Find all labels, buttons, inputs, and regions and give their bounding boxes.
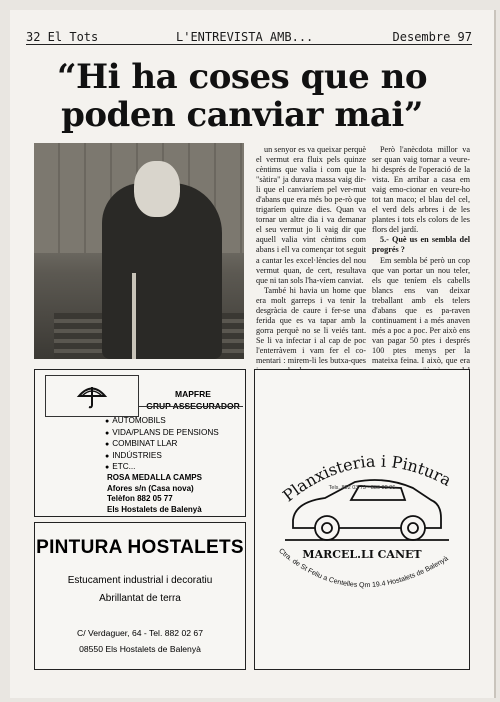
pintura-town: 08550 Els Hostalets de Balenyà xyxy=(79,644,201,654)
pintura-service-2: Abrillantat de terra xyxy=(99,593,181,604)
pintura-hostalets-ad xyxy=(34,522,246,670)
paragraph: També hi havia un home que era molt garreps i va tenir la desgràcia de caure i fer-se una ferida que es va tapar amb la gorra perquè no se li veiés tant. Se li va infectar i al cap de poc l'enterràvem i vam fer el co-mentari : mirem-li les butxa-ques xyxy=(256,285,366,365)
question: 5.- Què us en sembla del progrés ? xyxy=(372,235,470,255)
mapfre-sub: GRUP ASSEGURADOR xyxy=(146,401,240,411)
section-title: L'ENTREVISTA AMB... xyxy=(176,30,314,44)
photo-head xyxy=(134,161,180,217)
list-item: ● COMBINAT LLAR xyxy=(105,439,219,451)
pintura-address: C/ Verdaguer, 64 - Tel. 882 02 67 xyxy=(77,628,203,638)
headline-line-1: “Hi ha coses que no xyxy=(56,57,427,97)
agent-town: Els Hostalets de Balenyà xyxy=(107,504,202,514)
list-item: ● INDÚSTRIES xyxy=(105,451,219,463)
agent-phone: Telèfon 882 05 77 xyxy=(107,494,173,503)
list-item: ● AUTOMOBILS xyxy=(105,416,219,428)
page-header xyxy=(26,28,472,45)
divider xyxy=(139,406,243,407)
mapfre-services xyxy=(105,416,219,474)
planxisteria-ad xyxy=(254,369,470,670)
pintura-title: PINTURA HOSTALETS xyxy=(36,537,244,558)
agent-address: Afores s/n (Casa nova) xyxy=(107,483,194,493)
list-item: ● VIDA/PLANS DE PENSIONS xyxy=(105,428,219,440)
paragraph: Em sembla bé però un cop que van portar un nou teler, els que teníem els cabells blancs ens van deixar treballant amb els telers d'abans que es pa-raven continuament i a més anaven més a poc a poc. Per això ens van pagar 50 ptes i després 100 ptes menys per la mateixa feina. I això, que era xyxy=(372,255,470,365)
pintura-service-1: Estucament industrial i decoratiu xyxy=(67,575,213,586)
mapfre-name: MAPFRE xyxy=(175,389,211,399)
article-headline xyxy=(52,58,432,134)
issue-date: Desembre 97 xyxy=(392,30,472,44)
planxisteria-owner: MARCEL.LI CANET xyxy=(302,548,422,561)
mapfre-brand xyxy=(145,388,241,412)
agent-name: ROSA MEDALLA CAMPS xyxy=(107,473,202,482)
paragraph: Però l'anècdota millor va ser quan vaig tornar a veure-hi després de l'operació de la vista. En arribar a casa em vaig emo-cionar en veure-ho tot tan maco; el blau del cel, el verd dels arbres i de les plantes i tots els colors de les flors del jardí. xyxy=(372,145,470,235)
planxisteria-title: Planxisteria i Pintura xyxy=(279,451,455,506)
photo-cane xyxy=(132,273,136,359)
page-number: 32 El Tots xyxy=(26,30,99,44)
planxisteria-phones: Tels. 882 03 73 · 889 82 96 xyxy=(328,485,396,491)
paragraph: un senyor es va queixar perquè el vermut era fluix pels quinze cèntims que valia i com que la "sàtira" ja durava massa vaig dir-li que el canviaríem pel ver-mut d'abans que era més bo pe-rò que trigaríem quinze dies. Quan va tornar un altre dia i va demanar el seu vermut jo li vaig dir que aquell valia vint cèntims com abans i ell va començar tot seguit a cantar les excel·lències del nou vermut quan, de cert, resultava que ni tan sols l'ha-víem canviat. xyxy=(256,145,366,285)
mapfre-logo-icon xyxy=(45,375,139,417)
mapfre-contact xyxy=(107,473,202,515)
article-column-1 xyxy=(256,145,366,396)
headline-line-2: poden canviar mai” xyxy=(61,95,423,135)
planxisteria-road: Ctra. de St Feliu a Centelles Qm 19.4 Hostalets de Balenyà xyxy=(277,547,450,590)
interview-photo xyxy=(34,143,244,359)
planxisteria-artwork xyxy=(255,370,469,669)
mapfre-ad xyxy=(34,369,246,517)
list-item: ● ETC... xyxy=(105,462,219,474)
